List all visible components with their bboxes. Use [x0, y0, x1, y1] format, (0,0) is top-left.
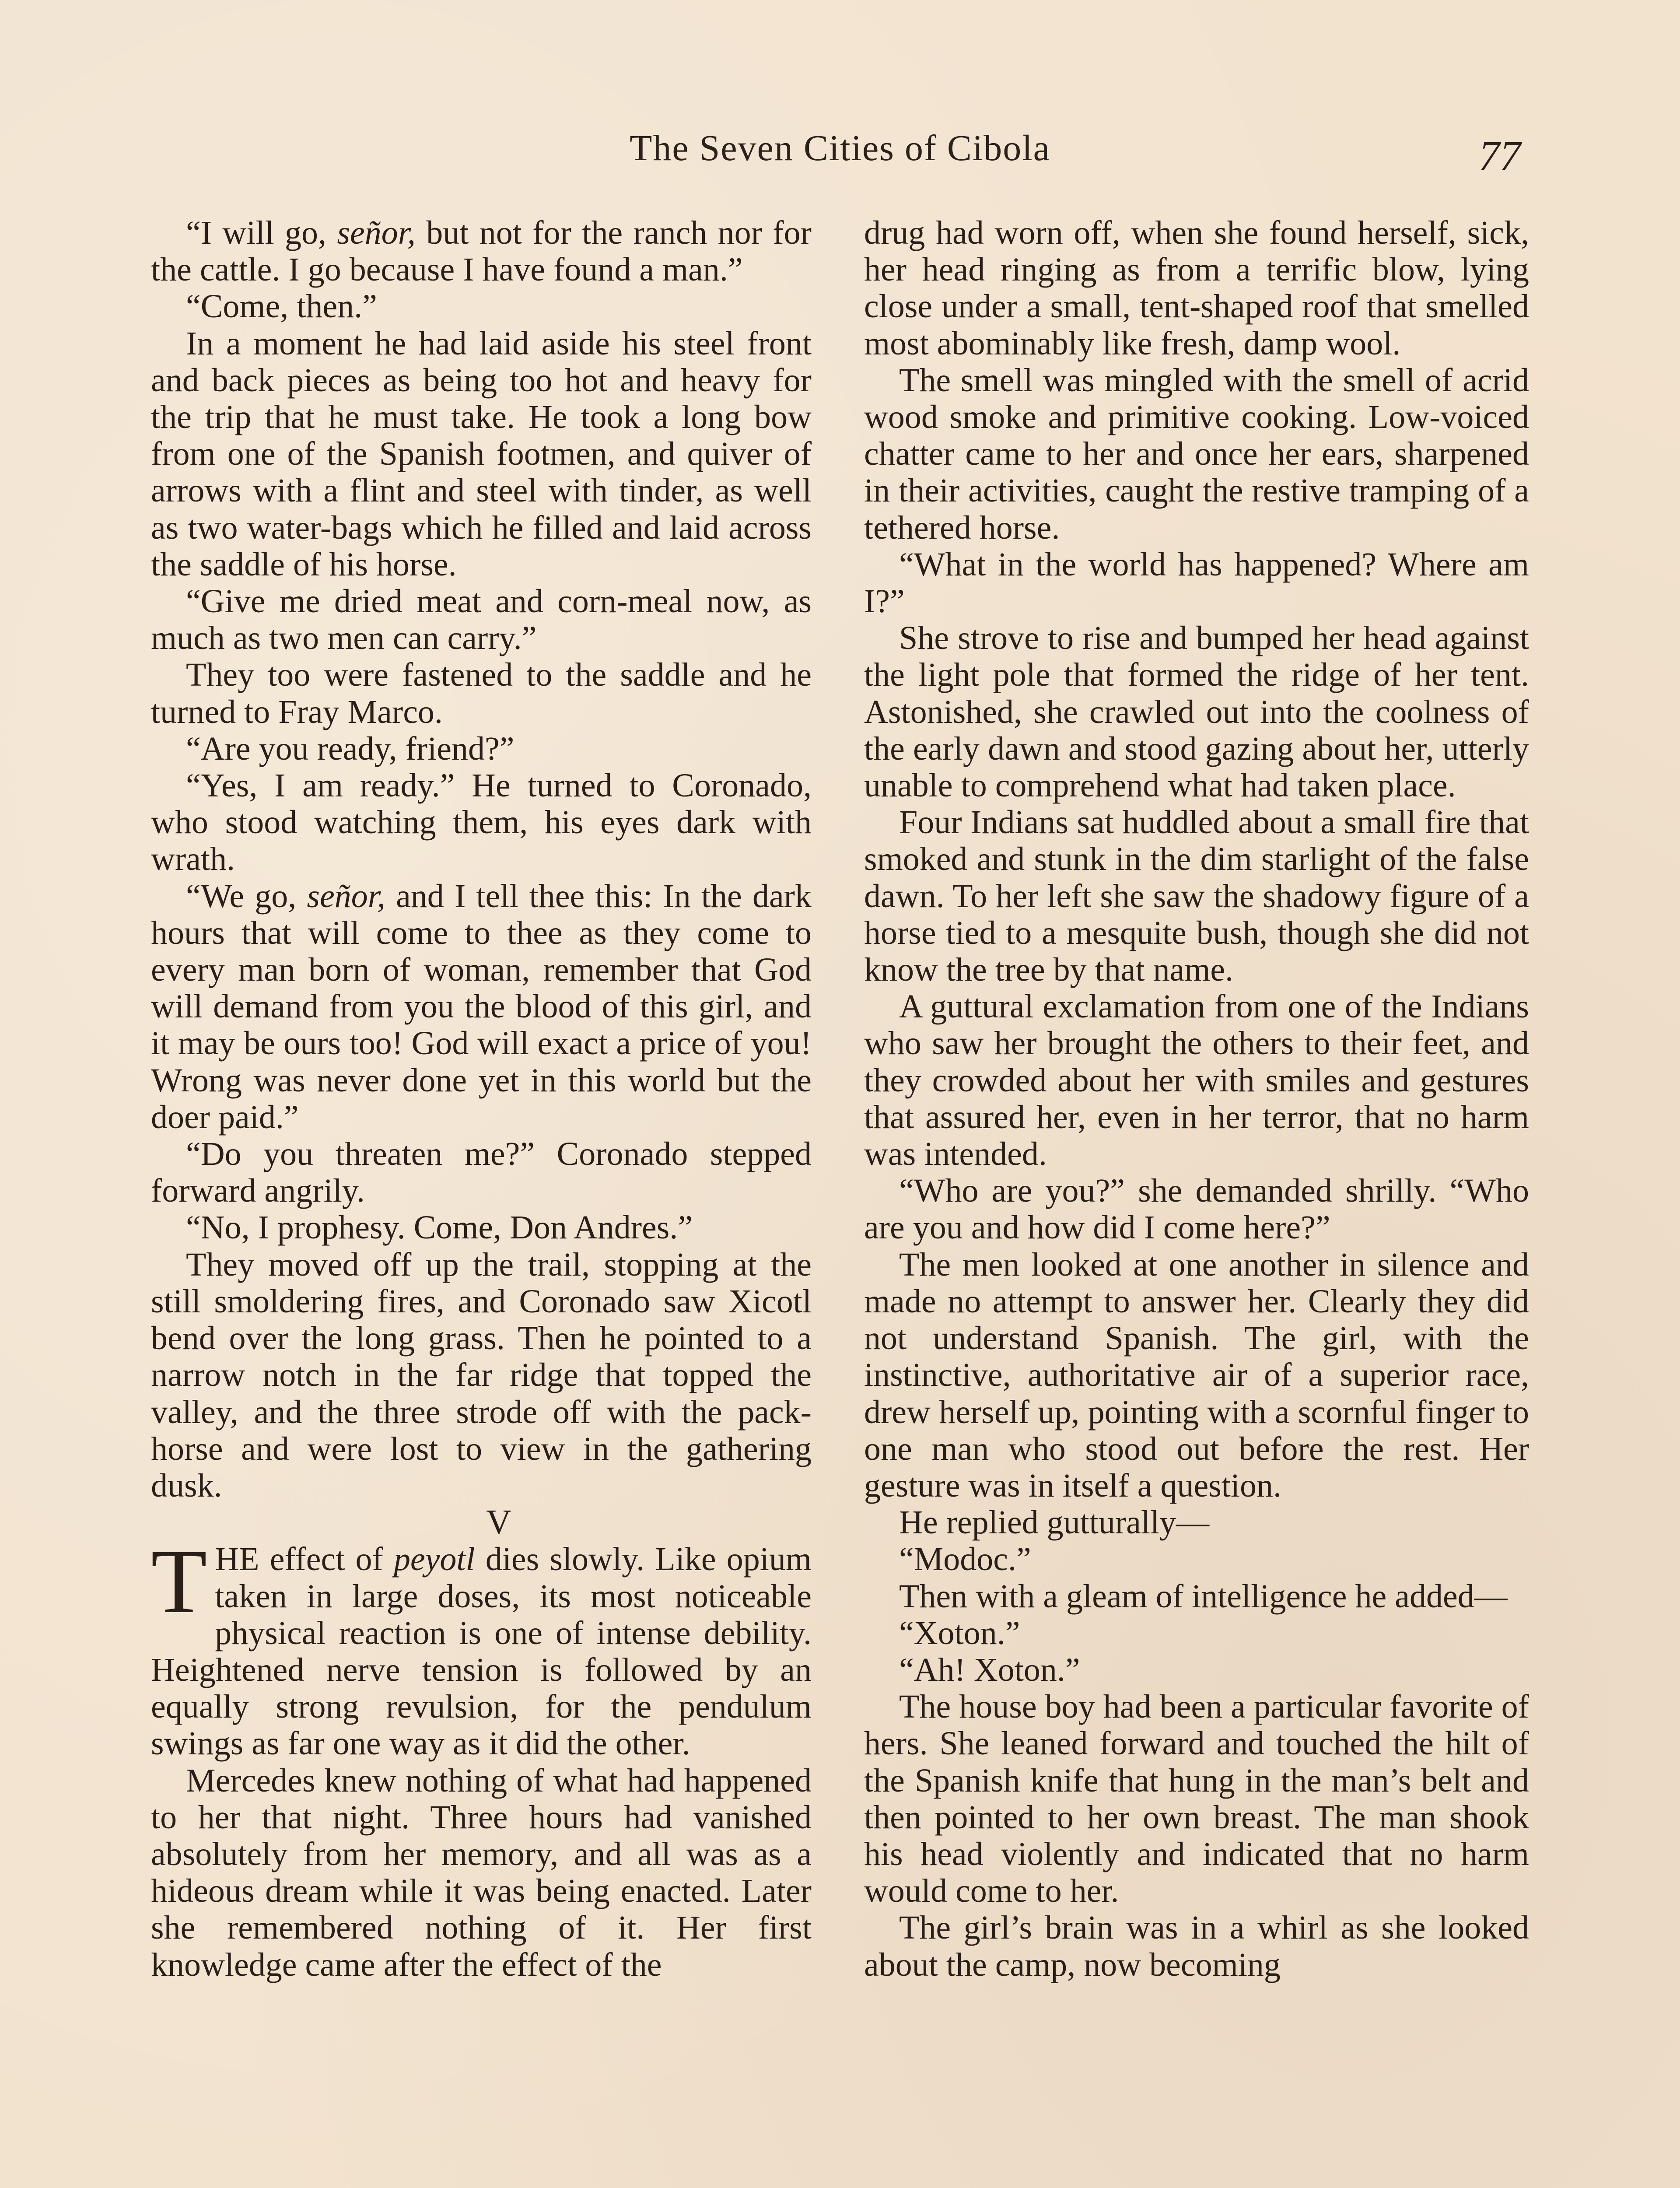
paragraph — [151, 767, 812, 878]
right-column-paragraphs — [864, 214, 1529, 1983]
text-run: The smell was mingled with the smell of acrid wood smoke and primitive cooking. Low-voiced chatter came to her and once her ears, sharpened in their activities, caught the restive tramping of a tethered horse. — [864, 361, 1529, 546]
text-run: “I will go, — [186, 214, 337, 251]
paragraph — [864, 620, 1529, 804]
italic-text: señor, — [307, 877, 385, 915]
paragraph — [864, 1615, 1529, 1652]
text-run: A guttural exclamation from one of the Indians who saw her brought the others to their feet, and they crowded about her with smiles and gestures that assured her, even in her terror, that no harm was intended. — [864, 988, 1529, 1173]
paragraph — [864, 1652, 1529, 1688]
italic-text: señor, — [337, 214, 416, 251]
drop-cap: T — [151, 1531, 207, 1633]
paragraph — [864, 546, 1529, 620]
running-title: The Seven Cities of Cibola — [630, 128, 1050, 168]
text-run: She strove to rise and bumped her head against the light pole that formed the ridge of her tent. Astonished, she crawled out into the coolness of the early dawn and stood gazing about her, utterly unable to comprehend what had taken place. — [864, 620, 1529, 804]
text-run: Mercedes knew nothing of what had happened to her that night. Three hours had vanished absolutely from her memory, and all was as a hideous dream while it was being enacted. Later she remembered nothing of it. Her first knowledge came after the effect of the — [151, 1762, 812, 1983]
section-body — [151, 1531, 812, 1983]
paragraph — [864, 1541, 1529, 1578]
text-run: dies slowly. Like opium taken in large doses, its most noticeable physical reaction is one of intense debility. Heightened nerve tension is followed by an equally strong revulsion, for the pendulum swings as far one way as it did the other. — [151, 1541, 812, 1762]
text-run: They too were fastened to the saddle and he turned to Fray Marco. — [151, 656, 812, 730]
text-run: HE effect of — [215, 1541, 394, 1578]
text-run: The men looked at one another in silence and made no attempt to answer her. Clearly they did not understand Spanish. The girl, with the instinctive, authoritative air of a superior race, drew herself up, pointing with a scornful finger to one man who stood out before the rest. Her gesture was in itself a question. — [864, 1246, 1529, 1504]
right-column — [864, 214, 1529, 1983]
paragraph — [151, 1531, 812, 1762]
page-number: 77 — [1479, 132, 1521, 179]
paragraph — [151, 1246, 812, 1504]
paragraph — [151, 1209, 812, 1246]
paragraph — [151, 730, 812, 767]
text-run: “Are you ready, friend?” — [186, 730, 514, 767]
text-run: “Who are you?” she demanded shrilly. “Who are you and how did I come here?” — [864, 1172, 1529, 1246]
paragraph — [864, 804, 1529, 988]
text-run: “Do you threaten me?” Coronado stepped forward angrily. — [151, 1136, 812, 1210]
paragraph — [151, 325, 812, 583]
text-run: The girl’s brain was in a whirl as she looked about the camp, now becoming — [864, 1909, 1529, 1983]
text-run: and I tell thee this: In the dark hours that will come to thee as they come to every man born of woman, remember that God will demand from you the blood of this girl, and it may be ours too! God will exact a price of you! Wrong was never done yet in this world but the doer paid.” — [151, 877, 812, 1136]
text-run: Four Indians sat huddled about a small fire that smoked and stunk in the dim starlight of the false dawn. To her left she saw the shadowy figure of a horse tied to a mesquite bush, though she did not know the tree by that name. — [864, 804, 1529, 989]
paragraph — [864, 1504, 1529, 1541]
paragraph — [864, 362, 1529, 546]
text-run: but not for the ranch nor for the cattle. I go because I have found a man.” — [151, 214, 812, 288]
text-run: They moved off up the trail, stopping at the still smoldering fires, and Coronado saw Xicotl bend over the long grass. Then he pointed to a narrow notch in the far ridge that topped the valley, and the three strode off with the pack-horse and were lost to view in the gathering dusk. — [151, 1246, 812, 1504]
paragraph — [864, 1578, 1529, 1615]
left-column-paragraphs — [151, 214, 812, 1504]
text-run: “Come, then.” — [186, 288, 377, 325]
text-run: “No, I prophesy. Come, Don Andres.” — [186, 1209, 693, 1246]
paragraph — [151, 878, 812, 1136]
text-run: “Xoton.” — [899, 1614, 1020, 1652]
left-column — [151, 214, 812, 1983]
paragraph — [151, 288, 812, 325]
paragraph — [864, 1246, 1529, 1504]
paragraph — [864, 214, 1529, 362]
paragraph — [864, 1172, 1529, 1246]
paragraph — [864, 988, 1529, 1172]
paragraph — [864, 1909, 1529, 1983]
section-number: V — [486, 1503, 511, 1542]
text-run: He replied gutturally— — [899, 1504, 1210, 1541]
text-run: Then with a gleam of intelligence he added— — [899, 1578, 1508, 1615]
text-run: “What in the world has happened? Where am I?” — [864, 546, 1529, 620]
paragraph — [151, 656, 812, 730]
text-run: “Modoc.” — [899, 1541, 1031, 1578]
text-run: “Yes, I am ready.” He turned to Coronado, who stood watching them, his eyes dark with wrath. — [151, 767, 812, 878]
paragraph — [151, 1762, 812, 1983]
paragraph — [864, 1688, 1529, 1909]
italic-text: peyotl — [393, 1541, 475, 1578]
paragraph — [151, 1136, 812, 1209]
paragraph — [151, 583, 812, 656]
text-run: The house boy had been a particular favorite of hers. She leaned forward and touched the hilt of the Spanish knife that hung in the man’s belt and then pointed to her own breast. The man shook his head violently and indicated that no harm would come to her. — [864, 1688, 1529, 1910]
text-run: In a moment he had laid aside his steel front and back pieces as being too hot and heavy for the trip that he must take. He took a long bow from one of the Spanish footmen, and quiver of arrows with a flint and steel with tinder, as well as two water-bags which he filled and laid across the saddle of his horse. — [151, 325, 812, 583]
text-run: “We go, — [186, 877, 307, 915]
text-run: drug had worn off, when she found herself, sick, her head ringing as from a terrific blow, lying close under a small, tent-shaped roof that smelled most abominably like fresh, damp wool. — [864, 214, 1529, 362]
text-run: “Give me dried meat and corn-meal now, as much as two men can carry.” — [151, 583, 812, 657]
text-run: “Ah! Xoton.” — [899, 1651, 1080, 1688]
paragraph — [151, 214, 812, 288]
